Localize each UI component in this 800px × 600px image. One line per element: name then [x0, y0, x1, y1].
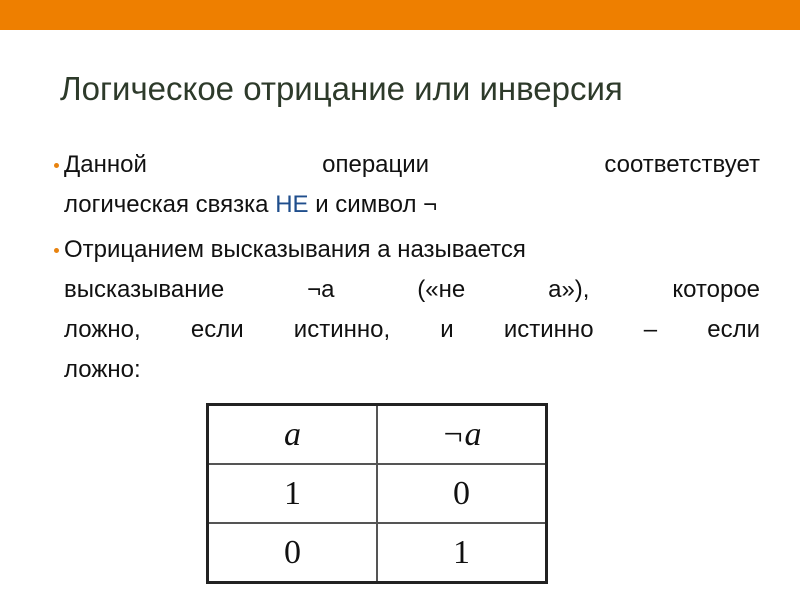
word: Данной [64, 151, 147, 178]
word: высказывание [64, 276, 225, 303]
word: которое [672, 276, 761, 303]
cell-not-a: 0 [377, 464, 547, 523]
bullet2-line3 [64, 310, 760, 350]
word: ложно, [64, 316, 141, 343]
cell-a: 1 [208, 464, 378, 523]
bullet-item-2 [40, 230, 760, 390]
bullet-dot-icon [54, 248, 59, 253]
truth-table-header-row [208, 405, 547, 465]
text: логическая связка [64, 191, 276, 218]
bullet-item-1 [40, 145, 760, 225]
bullet2-line4: ложно: [64, 356, 141, 383]
bullet1-line1 [64, 145, 760, 185]
word: и [440, 316, 454, 343]
word: соответствует [604, 151, 760, 178]
cell-not-a: 1 [377, 523, 547, 583]
word: ¬а [307, 276, 335, 303]
bullet1-line2 [64, 185, 760, 225]
bullet-dot-icon [54, 163, 59, 168]
header-a: a [208, 405, 378, 465]
word: если [190, 316, 244, 343]
truth-table [206, 403, 548, 584]
table-row [208, 464, 547, 523]
word: если [707, 316, 761, 343]
top-accent-bar [0, 0, 800, 30]
keyword-ne: НЕ [275, 191, 309, 218]
word: («не [417, 276, 466, 303]
text: и символ ¬ [308, 191, 438, 218]
slide-title: Логическое отрицание или инверсия [60, 70, 623, 107]
word: – [643, 316, 658, 343]
table-row [208, 523, 547, 583]
word: истинно [503, 316, 594, 343]
word: а»), [548, 276, 590, 303]
word: истинно, [293, 316, 391, 343]
word: операции [322, 151, 430, 178]
bullet-list [40, 145, 760, 390]
cell-a: 0 [208, 523, 378, 583]
bullet2-line2 [64, 270, 760, 310]
bullet2-line1: Отрицанием высказывания а называется [64, 236, 526, 263]
header-not-a: ¬a [377, 405, 547, 465]
